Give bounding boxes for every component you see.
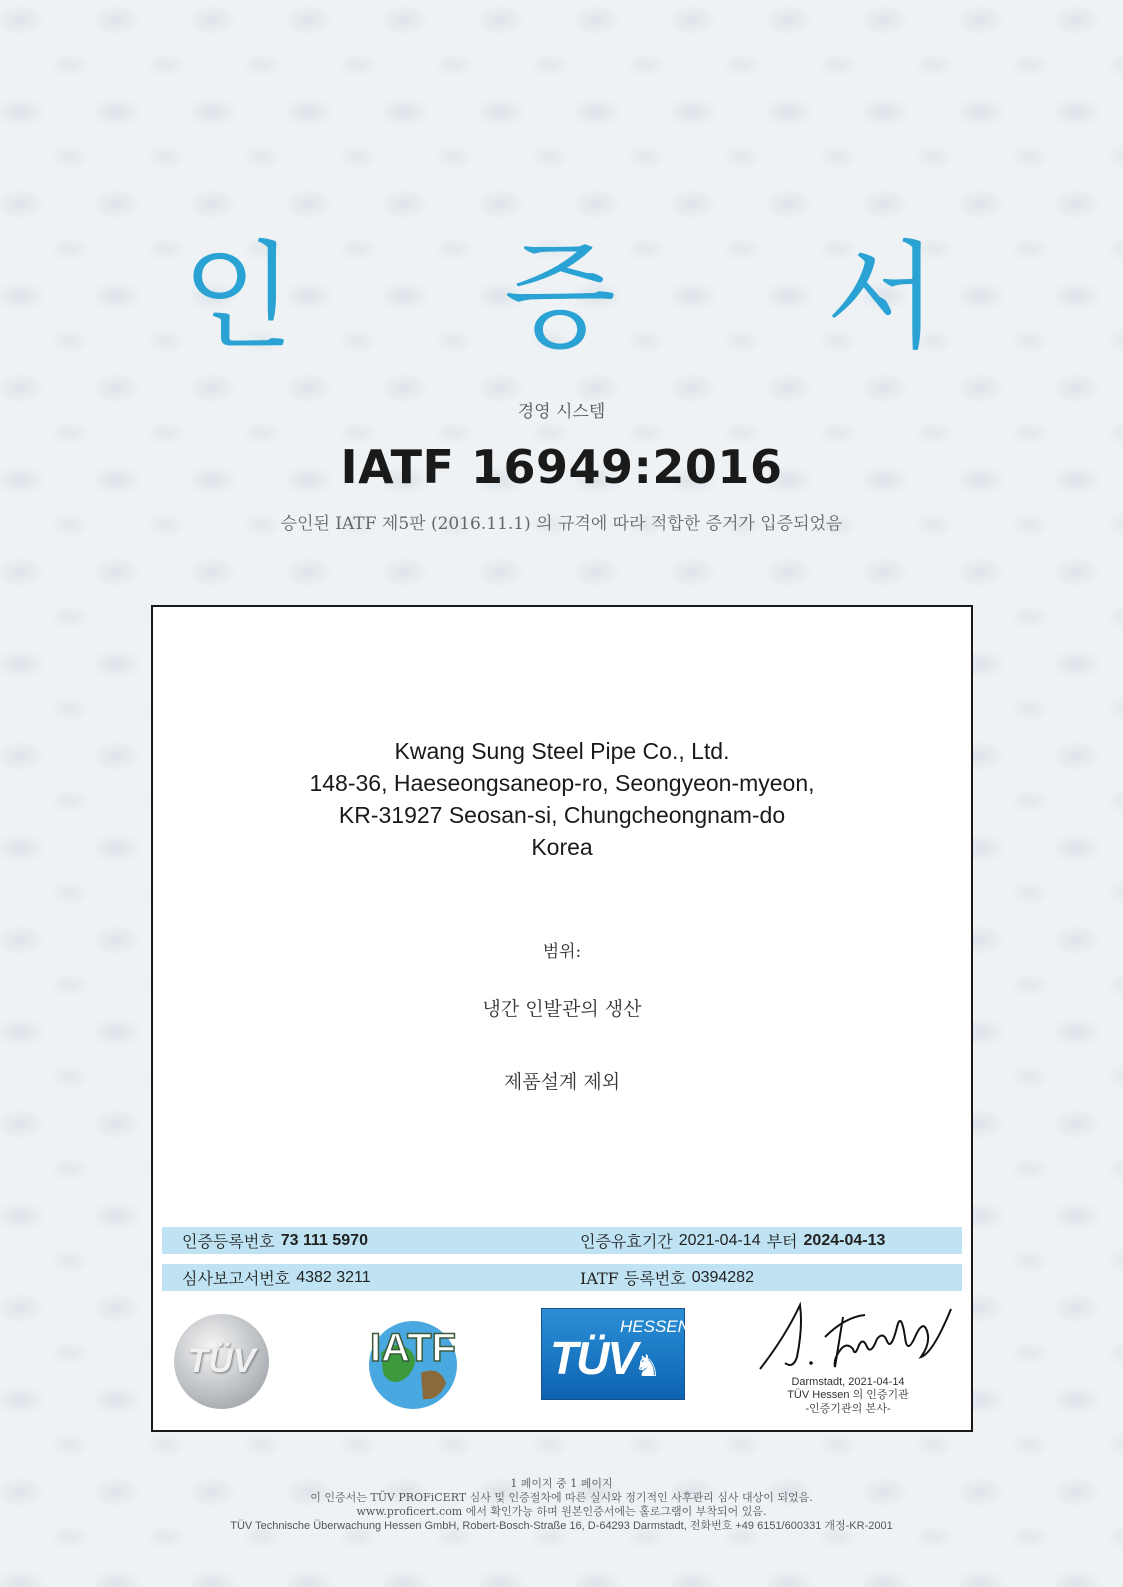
footer-page: 1 페이지 중 1 페이지 (510, 1477, 613, 1490)
footer-line-3: TÜV Technische Überwachung Hessen GmbH, Robert-Bosch-Straße 16, D-64293 Darmstadt, 전화번호 +49 6151/600331 개정-KR-2001 (230, 1520, 893, 1532)
title-char-1: 인 (182, 230, 295, 365)
certificate-box (151, 605, 973, 1432)
certificate-title (170, 228, 950, 368)
validity-to: 2024-04-13 (803, 1231, 886, 1249)
validity-mid: 부터 (766, 1232, 798, 1251)
registration-number-value: 73 111 5970 (280, 1231, 368, 1249)
tuv-hessen-logo (541, 1308, 690, 1400)
audit-report-number (182, 1264, 371, 1291)
signature-caption (773, 1376, 923, 1415)
address-line-2: KR-31927 Seosan-si, Chungcheongnam-do (338, 802, 786, 828)
registration-number-label: 인증등록번호 (182, 1232, 275, 1251)
iatf-logo (351, 1303, 476, 1413)
logo-row (153, 1297, 971, 1427)
iatf-registration-label: IATF 등록번호 (580, 1269, 686, 1288)
signature-place-date: Darmstadt, 2021-04-14 (791, 1376, 905, 1388)
basis-statement: 승인된 IATF 제5판 (2016.11.1) 의 규격에 따라 적합한 증거가 입증되었음 (280, 514, 843, 534)
title-char-2: 증 (503, 230, 617, 365)
scope-label: 범위: (542, 942, 582, 962)
address-line-1: 148-36, Haeseongsaneop-ro, Seongyeon-myeon, (309, 770, 815, 796)
standard-name: IATF 16949:2016 (340, 440, 783, 494)
footer-line-2: www.proficert.com 에서 확인가능 하며 원본인증서에는 홀로그램이 부착되어 있음. (356, 1505, 767, 1518)
iatf-logo-text: IATF (370, 1326, 456, 1370)
audit-report-label: 심사보고서번호 (182, 1269, 291, 1288)
lion-icon: ♞ (634, 1349, 661, 1384)
signature-line-2: TÜV Hessen 의 인증기관 (787, 1389, 909, 1401)
title-char-3: 서 (825, 230, 938, 365)
validity-from: 2021-04-14 (678, 1231, 761, 1249)
scope-text: 냉간 인발관의 생산 (482, 998, 642, 1020)
scope-exclusion: 제품설계 제외 (503, 1071, 621, 1093)
footer-line-1: 이 인증서는 TÜV PROFiCERT 심사 및 인증절차에 따른 실시와 정기적인 사후관리 심사 대상이 되었음. (310, 1491, 813, 1504)
company-address-block (153, 735, 971, 863)
audit-report-value: 4382 3211 (296, 1268, 371, 1286)
signature-line-3: -인증기관의 본사- (805, 1402, 891, 1415)
tuv-hologram-logo (174, 1314, 269, 1409)
management-system-label: 경영 시스템 (517, 402, 606, 422)
tuv-text: TÜV (550, 1332, 636, 1384)
footer (0, 1477, 1123, 1533)
signature-image (755, 1297, 955, 1377)
info-row-audit (162, 1264, 962, 1291)
validity-label: 인증유효기간 (580, 1232, 673, 1251)
company-name: Kwang Sung Steel Pipe Co., Ltd. (394, 738, 730, 764)
hessen-text: HESSEN (620, 1317, 690, 1336)
info-row-registration (162, 1227, 962, 1254)
iatf-registration-value: 0394282 (691, 1268, 754, 1286)
registration-number (182, 1227, 368, 1254)
iatf-registration (580, 1264, 754, 1291)
tuv-hologram-text: TÜV (187, 1342, 256, 1380)
address-country: Korea (531, 834, 593, 860)
validity-period (580, 1227, 885, 1254)
